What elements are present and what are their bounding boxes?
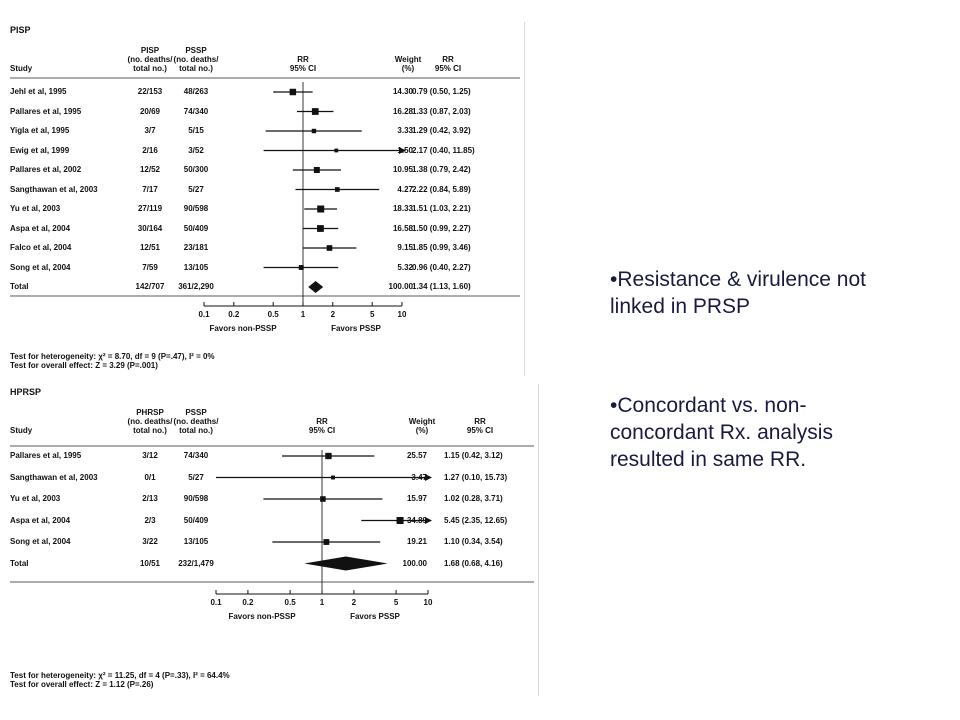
study-weight: 3.47 bbox=[411, 472, 427, 482]
header-group1: PISP bbox=[140, 46, 160, 55]
total-label: Total bbox=[10, 282, 29, 291]
header-group1: total no.) bbox=[133, 64, 167, 73]
study-group2-count: 50/409 bbox=[183, 515, 209, 525]
forest-plot-pisp bbox=[10, 22, 525, 376]
chart-title: PISP bbox=[10, 25, 31, 35]
study-weight: 16.58 bbox=[392, 223, 413, 233]
forest-plot-svg bbox=[10, 22, 524, 376]
study-weight: 4.27 bbox=[397, 184, 413, 194]
study-rr-ci: 1.33 (0.87, 2.03) bbox=[412, 106, 471, 116]
study-group1-count: 2/16 bbox=[142, 145, 158, 155]
study-name: Aspa et al, 2004 bbox=[10, 223, 71, 233]
study-rr-ci: 1.85 (0.99, 3.46) bbox=[412, 243, 471, 252]
x-tick-label: 1 bbox=[319, 598, 325, 607]
point-estimate bbox=[299, 265, 304, 270]
footnote: Test for overall effect: Z = 1.12 (P=.26) bbox=[10, 680, 154, 689]
x-tick-label: 0.2 bbox=[228, 310, 240, 319]
study-group2-count: 74/340 bbox=[183, 106, 209, 116]
study-rr-ci: 1.27 (0.10, 15.73) bbox=[444, 472, 508, 482]
header-rr: RR bbox=[316, 417, 328, 426]
study-weight: 34.89 bbox=[406, 515, 427, 525]
point-estimate bbox=[317, 225, 324, 232]
x-tick-label: 1 bbox=[300, 310, 306, 319]
study-weight: 5.32 bbox=[397, 262, 413, 272]
study-group1-count: 12/52 bbox=[139, 165, 161, 174]
study-rr-ci: 2.22 (0.84, 5.89) bbox=[412, 184, 471, 194]
study-weight: 15.97 bbox=[406, 494, 427, 503]
header-study: Study bbox=[10, 426, 33, 435]
favors-left-label: Favors non-PSSP bbox=[209, 324, 277, 333]
study-group2-count: 90/598 bbox=[183, 494, 209, 503]
study-name: Jehl et al, 1995 bbox=[10, 87, 67, 96]
study-rr-ci: 2.17 (0.40, 11.85) bbox=[412, 145, 475, 155]
study-weight: 19.21 bbox=[406, 537, 427, 546]
point-estimate bbox=[312, 129, 316, 133]
header-weight: (%) bbox=[401, 64, 415, 73]
study-group1-count: 20/69 bbox=[139, 106, 161, 116]
study-group2-count: 5/15 bbox=[188, 126, 204, 135]
study-weight: 25.57 bbox=[406, 451, 427, 460]
study-group2-count: 5/27 bbox=[188, 184, 204, 194]
header-group2: PSSP bbox=[185, 408, 207, 417]
study-name: Yu et al, 2003 bbox=[10, 494, 61, 503]
point-estimate bbox=[327, 245, 333, 251]
footnote: Test for heterogeneity: χ² = 8.70, df = 9 (P=.47), I² = 0% bbox=[10, 352, 215, 361]
header-rr-ci: RR bbox=[474, 417, 486, 426]
x-tick-label: 10 bbox=[397, 310, 407, 319]
point-estimate bbox=[331, 476, 335, 480]
total-group1-count: 10/51 bbox=[139, 558, 161, 568]
point-estimate bbox=[312, 108, 319, 115]
study-name: Song et al, 2004 bbox=[10, 262, 71, 272]
study-weight: 10.95 bbox=[392, 165, 413, 174]
study-weight: 16.28 bbox=[392, 106, 413, 116]
study-name: Falco et al, 2004 bbox=[10, 243, 72, 252]
point-estimate bbox=[290, 89, 296, 95]
study-rr-ci: 1.38 (0.79, 2.42) bbox=[412, 165, 471, 174]
study-name: Pallares et al, 1995 bbox=[10, 451, 82, 460]
favors-left-label: Favors non-PSSP bbox=[228, 612, 296, 621]
pooled-diamond bbox=[304, 557, 387, 571]
favors-right-label: Favors PSSP bbox=[350, 612, 400, 621]
header-group1: (no. deaths/ bbox=[127, 55, 173, 64]
study-group2-count: 5/27 bbox=[188, 472, 204, 482]
point-estimate bbox=[335, 187, 340, 192]
study-name: Yu et al, 2003 bbox=[10, 204, 61, 213]
header-group1: (no. deaths/ bbox=[127, 417, 173, 426]
point-estimate bbox=[320, 496, 326, 502]
study-name: Pallares et al, 1995 bbox=[10, 106, 82, 116]
header-rr: 95% CI bbox=[308, 426, 336, 435]
study-rr-ci: 0.79 (0.50, 1.25) bbox=[412, 87, 471, 96]
x-tick-label: 5 bbox=[393, 598, 399, 607]
study-group2-count: 74/340 bbox=[183, 451, 209, 460]
total-weight: 100.00 bbox=[402, 558, 427, 568]
x-tick-label: 0.5 bbox=[284, 598, 296, 607]
study-group2-count: 13/105 bbox=[183, 537, 209, 546]
header-rr-ci: 95% CI bbox=[434, 64, 462, 73]
study-name: Sangthawan et al, 2003 bbox=[10, 184, 98, 194]
point-estimate bbox=[334, 149, 338, 153]
study-weight: 3.33 bbox=[397, 126, 413, 135]
study-group2-count: 13/105 bbox=[183, 262, 209, 272]
study-rr-ci: 5.45 (2.35, 12.65) bbox=[444, 515, 508, 525]
study-group1-count: 7/17 bbox=[142, 184, 158, 194]
x-tick-label: 0.1 bbox=[210, 598, 222, 607]
header-rr-ci: 95% CI bbox=[466, 426, 494, 435]
header-group2: (no. deaths/ bbox=[173, 417, 219, 426]
study-name: Pallares et al, 2002 bbox=[10, 165, 82, 174]
total-rr-ci: 1.68 (0.68, 4.16) bbox=[444, 558, 503, 568]
study-group1-count: 3/12 bbox=[142, 451, 158, 460]
study-group1-count: 27/119 bbox=[137, 204, 163, 213]
study-weight: 18.33 bbox=[392, 204, 413, 213]
point-estimate bbox=[314, 167, 320, 173]
x-tick-label: 2 bbox=[330, 310, 336, 319]
study-group1-count: 2/13 bbox=[142, 494, 158, 503]
study-rr-ci: 0.96 (0.40, 2.27) bbox=[412, 262, 471, 272]
header-weight: Weight bbox=[408, 417, 436, 426]
point-estimate bbox=[323, 539, 329, 545]
header-rr-ci: RR bbox=[442, 55, 454, 64]
total-weight: 100.00 bbox=[388, 282, 413, 291]
header-group2: (no. deaths/ bbox=[173, 55, 219, 64]
x-tick-label: 0.5 bbox=[267, 310, 279, 319]
study-group2-count: 50/409 bbox=[183, 223, 209, 233]
x-tick-label: 10 bbox=[423, 598, 433, 607]
study-group2-count: 48/263 bbox=[183, 87, 209, 96]
header-group2: total no.) bbox=[179, 64, 213, 73]
study-weight: 9.15 bbox=[397, 243, 413, 252]
study-group1-count: 22/153 bbox=[137, 87, 163, 96]
x-tick-label: 0.2 bbox=[242, 598, 254, 607]
study-group1-count: 3/22 bbox=[142, 537, 158, 546]
study-group1-count: 2/3 bbox=[144, 515, 156, 525]
header-rr: 95% CI bbox=[289, 64, 317, 73]
footnote: Test for heterogeneity: χ² = 11.25, df = 4 (P=.33), I² = 64.4% bbox=[10, 671, 230, 680]
study-group2-count: 3/52 bbox=[188, 145, 204, 155]
study-weight: 14.30 bbox=[392, 87, 413, 96]
study-rr-ci: 1.51 (1.03, 2.21) bbox=[412, 204, 471, 213]
total-rr-ci: 1.34 (1.13, 1.60) bbox=[412, 282, 471, 291]
x-tick-label: 5 bbox=[369, 310, 375, 319]
study-rr-ci: 1.50 (0.99, 2.27) bbox=[412, 223, 471, 233]
point-estimate bbox=[325, 453, 331, 459]
x-tick-label: 2 bbox=[351, 598, 357, 607]
study-rr-ci: 1.02 (0.28, 3.71) bbox=[444, 494, 503, 503]
study-group1-count: 0/1 bbox=[144, 472, 156, 482]
header-study: Study bbox=[10, 64, 33, 73]
study-group2-count: 90/598 bbox=[183, 204, 209, 213]
header-rr: RR bbox=[297, 55, 309, 64]
study-name: Song et al, 2004 bbox=[10, 537, 71, 546]
bullet-concordant-analysis: •Concordant vs. non-concordant Rx. analysis resulted in same RR. bbox=[610, 394, 833, 471]
forest-plot-hprsp bbox=[10, 384, 539, 696]
pooled-diamond bbox=[308, 281, 323, 293]
chart-title: HPRSP bbox=[10, 387, 42, 397]
study-group1-count: 30/164 bbox=[137, 223, 163, 233]
total-group2-count: 361/2,290 bbox=[178, 282, 214, 291]
total-label: Total bbox=[10, 558, 29, 568]
favors-right-label: Favors PSSP bbox=[331, 324, 381, 333]
study-name: Sangthawan et al, 2003 bbox=[10, 472, 98, 482]
footnote: Test for overall effect: Z = 3.29 (P=.001) bbox=[10, 361, 158, 370]
header-weight: Weight bbox=[394, 55, 422, 64]
study-name: Ewig et al, 1999 bbox=[10, 145, 70, 155]
total-group1-count: 142/707 bbox=[135, 282, 165, 291]
study-name: Aspa et al, 2004 bbox=[10, 515, 71, 525]
study-group2-count: 50/300 bbox=[183, 165, 209, 174]
study-group2-count: 23/181 bbox=[183, 243, 209, 252]
header-group2: PSSP bbox=[185, 46, 207, 55]
study-group1-count: 3/7 bbox=[144, 126, 156, 135]
point-estimate bbox=[317, 206, 324, 213]
header-weight: (%) bbox=[415, 426, 429, 435]
bullet-resistance-virulence: •Resistance & virulence not linked in PRSP bbox=[610, 268, 866, 318]
x-tick-label: 0.1 bbox=[198, 310, 210, 319]
study-rr-ci: 1.29 (0.42, 3.92) bbox=[412, 126, 471, 135]
study-group1-count: 12/51 bbox=[139, 243, 161, 252]
study-group1-count: 7/59 bbox=[142, 262, 158, 272]
study-rr-ci: 1.10 (0.34, 3.54) bbox=[444, 537, 503, 546]
total-group2-count: 232/1,479 bbox=[178, 558, 214, 568]
header-group1: PHRSP bbox=[136, 408, 164, 417]
study-rr-ci: 1.15 (0.42, 3.12) bbox=[444, 451, 503, 460]
study-name: Yigla et al, 1995 bbox=[10, 126, 70, 135]
header-group2: total no.) bbox=[179, 426, 213, 435]
study-weight: 1.50 bbox=[397, 145, 413, 155]
header-group1: total no.) bbox=[133, 426, 167, 435]
